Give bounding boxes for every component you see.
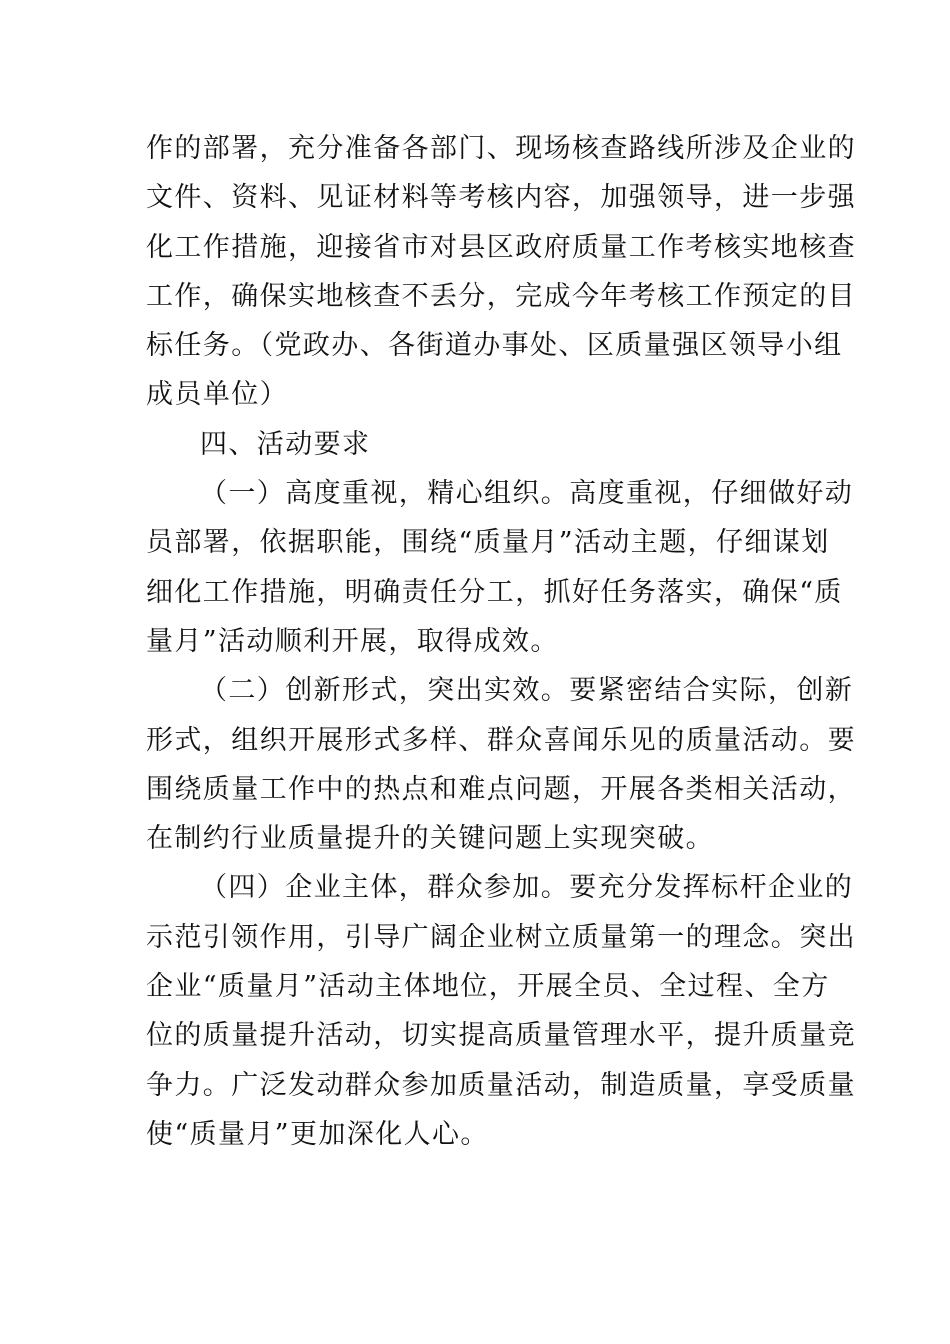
paragraph-line: 争力。广泛发动群众参加质量活动，制造质量，享受质量 xyxy=(146,1069,856,1101)
paragraph-line: 示范引领作用，引导广阔企业树立质量第一的理念。突出 xyxy=(146,921,856,953)
paragraph-line: 成员单位） xyxy=(146,379,288,411)
paragraph-line: （四）企业主体，群众参加。要充分发挥标杆企业的 xyxy=(200,872,854,904)
paragraph-line: （二）创新形式，突出实效。要紧密结合实际，创新 xyxy=(200,675,854,707)
paragraph-line: （一）高度重视，精心组织。高度重视，仔细做好动 xyxy=(200,478,854,510)
paragraph-line: 标任务。（党政办、各街道办事处、区质量强区领导小组 xyxy=(146,330,843,362)
paragraph-line: 量月”活动顺利开展，取得成效。 xyxy=(146,625,559,657)
paragraph-line: 员部署，依据职能，围绕“质量月”活动主题，仔细谋划 xyxy=(146,527,830,559)
paragraph-line: 使“质量月”更加深化人心。 xyxy=(146,1118,489,1150)
paragraph-line: 企业“质量月”活动主体地位，开展全员、全过程、全方 xyxy=(146,971,830,1003)
paragraph-line: 作的部署，充分准备各部门、现场核查路线所涉及企业的 xyxy=(146,133,856,164)
paragraph-line: 位的质量提升活动，切实提高质量管理水平，提升质量竞 xyxy=(146,1020,856,1052)
section-heading: 四、活动要求 xyxy=(200,428,371,460)
paragraph-line: 在制约行业质量提升的关键问题上实现突破。 xyxy=(146,823,714,855)
document-body xyxy=(146,124,856,1159)
paragraph-line: 形式，组织开展形式多样、群众喜闻乐见的质量活动。要 xyxy=(146,724,856,756)
paragraph-line: 工作，确保实地核查不丢分，完成今年考核工作预定的目 xyxy=(146,280,856,312)
paragraph-line: 文件、资料、见证材料等考核内容，加强领导，进一步强 xyxy=(146,182,856,214)
paragraph-line: 化工作措施，迎接省市对县区政府质量工作考核实地核查 xyxy=(146,231,856,263)
paragraph-line: 细化工作措施，明确责任分工，抓好任务落实，确保“质 xyxy=(146,576,843,608)
paragraph-line: 围绕质量工作中的热点和难点问题，开展各类相关活动， xyxy=(146,773,856,805)
